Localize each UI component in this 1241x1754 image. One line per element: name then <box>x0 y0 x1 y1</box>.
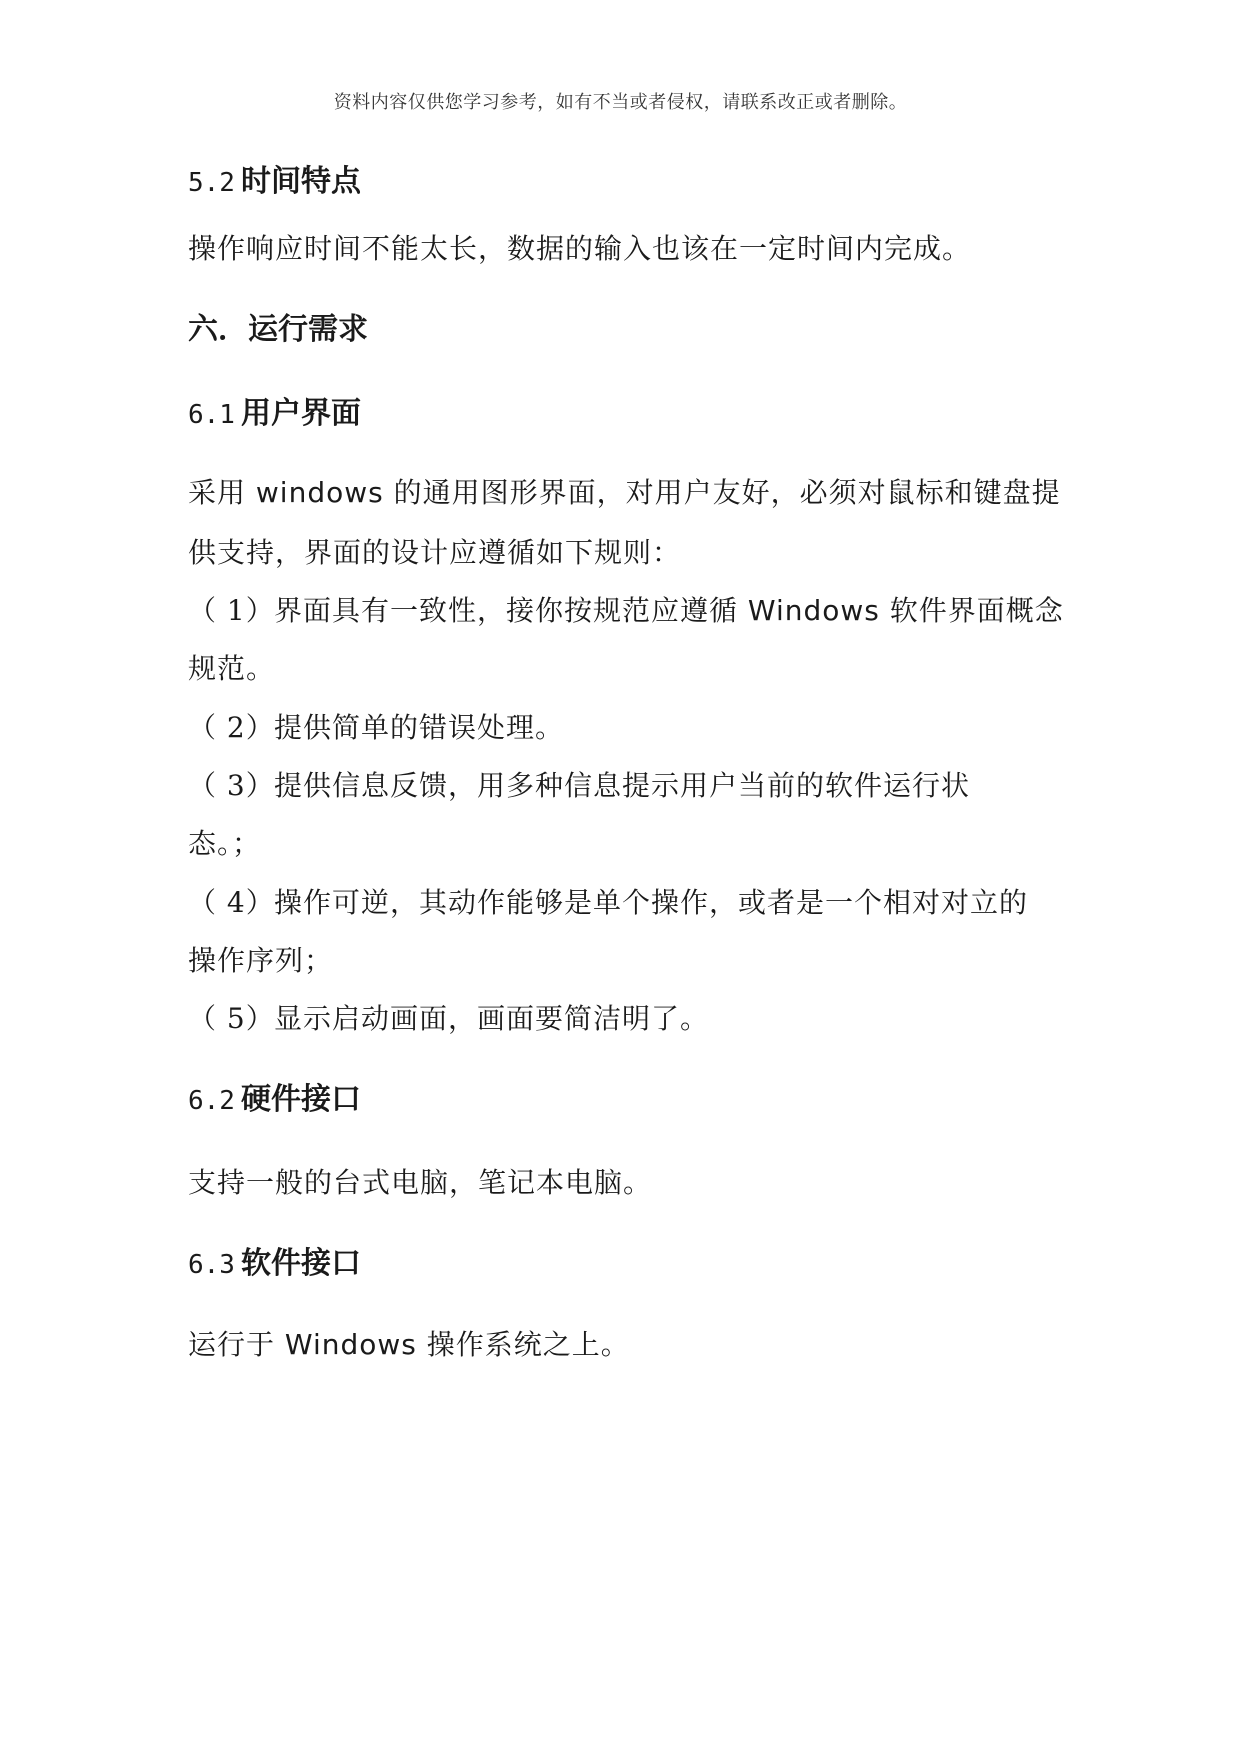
list-text: 操作可逆，其动作能够是单个操作，或者是一个相对对立的 <box>274 886 1029 919</box>
heading-5-2 <box>188 160 361 205</box>
list-marker: （ 3） <box>188 769 275 802</box>
heading-6: 六．运行需求 <box>188 312 368 347</box>
paragraph-ui-intro-line2: 供支持，界面的设计应遵循如下规则： <box>188 536 682 569</box>
paragraph-time-features: 操作响应时间不能太长，数据的输入也该在一定时间内完成。 <box>188 232 972 265</box>
list-item-3 <box>188 753 970 818</box>
paragraph-ui-intro-line1: 采用 windows 的通用图形界面，对用户友好，必须对鼠标和键盘提 <box>188 476 1061 509</box>
list-item-1 <box>188 578 1064 643</box>
list-text: 提供信息反馈，用多种信息提示用户当前的软件运行状 <box>274 769 971 802</box>
list-marker: （ 2） <box>188 711 275 744</box>
paragraph-software-interface: 运行于 Windows 操作系统之上。 <box>188 1328 630 1361</box>
list-text: 显示启动画面，画面要简洁明了。 <box>274 1002 710 1035</box>
heading-number: 5.2 <box>188 168 235 198</box>
heading-number: 6.3 <box>188 1250 235 1280</box>
heading-title: 软件接口 <box>240 1246 361 1281</box>
heading-number: 6.1 <box>188 400 235 430</box>
paragraph-hardware-interface: 支持一般的台式电脑，笔记本电脑。 <box>188 1166 653 1199</box>
list-item-3-continued: 态。； <box>188 827 262 860</box>
heading-title: 硬件接口 <box>240 1082 361 1117</box>
heading-6-1 <box>188 392 361 437</box>
heading-title: 时间特点 <box>240 164 361 199</box>
list-text: 提供简单的错误处理。 <box>274 711 565 744</box>
list-item-2 <box>188 695 564 760</box>
list-text: 界面具有一致性，接你按规范应遵循 Windows 软件界面概念 <box>274 594 1064 627</box>
list-item-1-continued: 规范。 <box>188 652 276 685</box>
heading-6-3 <box>188 1242 361 1287</box>
list-marker: （ 4） <box>188 886 275 919</box>
heading-6-2 <box>188 1078 361 1123</box>
list-item-4-continued: 操作序列； <box>188 944 334 977</box>
list-item-4 <box>188 870 1028 935</box>
heading-number: 6.2 <box>188 1086 235 1116</box>
heading-title: 用户界面 <box>240 396 361 431</box>
list-marker: （ 5） <box>188 1002 275 1035</box>
list-marker: （ 1） <box>188 594 275 627</box>
list-item-5 <box>188 986 709 1051</box>
disclaimer-header: 资料内容仅供您学习参考，如有不当或者侵权，请联系改正或者删除。 <box>333 92 908 113</box>
